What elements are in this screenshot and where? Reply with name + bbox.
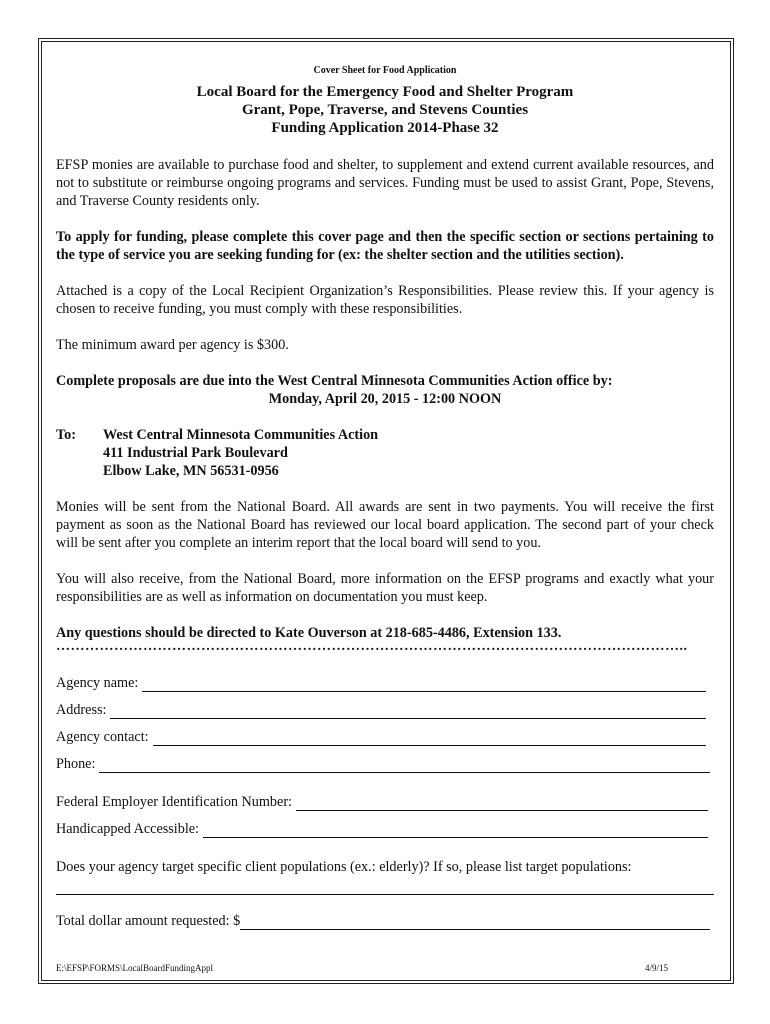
- document-page: [56, 62, 714, 930]
- address-block: [56, 426, 714, 480]
- agency-name-label: Agency name:: [56, 675, 139, 691]
- total-amount-input-line[interactable]: [240, 916, 710, 930]
- fein-input-line[interactable]: [296, 797, 708, 811]
- phone-input-line[interactable]: [99, 759, 710, 773]
- title-line-3: Funding Application 2014-Phase 32: [271, 120, 499, 136]
- title-line-1: Local Board for the Emergency Food and Shelter Program: [196, 84, 574, 100]
- handicapped-field[interactable]: [56, 820, 714, 838]
- address-line-1: West Central Minnesota Communities Action: [103, 427, 379, 443]
- address-field[interactable]: [56, 701, 714, 719]
- address-label: Address:: [56, 702, 107, 718]
- agency-contact-field[interactable]: [56, 728, 714, 746]
- paragraph-more-info: You will also receive, from the National Board, more information on the EFSP programs and exactly what your responsibilities are as well as information on documentation you must keep.: [56, 571, 714, 605]
- fein-field[interactable]: [56, 793, 714, 811]
- title-line-2: Grant, Pope, Traverse, and Stevens Counties: [241, 102, 529, 118]
- phone-field[interactable]: [56, 755, 714, 773]
- phone-label: Phone:: [56, 756, 96, 772]
- paragraph-funding-purpose: EFSP monies are available to purchase food and shelter, to supplement and extend current available resources, and not to substitute or reimburse ongoing programs and services. Funding must be used to assist Grant, Pope, Stevens, and Traverse County residents only.: [56, 157, 714, 209]
- agency-contact-label: Agency contact:: [56, 729, 149, 745]
- address-line-2: 411 Industrial Park Boulevard: [103, 445, 288, 461]
- address-line-3: Elbow Lake, MN 56531-0956: [103, 463, 279, 479]
- dotted-separator: …………………………………………………………………………………………………………………..: [56, 642, 688, 652]
- to-label: To:: [56, 427, 76, 443]
- handicapped-label: Handicapped Accessible:: [56, 821, 200, 837]
- questions-contact: Any questions should be directed to Kate Ouverson at 218-685-4486, Extension 133.: [56, 625, 562, 641]
- agency-name-input-line[interactable]: [142, 678, 706, 692]
- cover-sheet-title: Cover Sheet for Food Application: [313, 65, 457, 76]
- paragraph-apply-instructions: To apply for funding, please complete this cover page and then the specific section or sections pertaining to the type of service you are seeking funding for (ex: the shelter section and the utilities section).: [56, 229, 714, 263]
- address-input-line[interactable]: [110, 705, 706, 719]
- due-date: Monday, April 20, 2015 - 12:00 NOON: [268, 391, 502, 407]
- footer-file-path: E:\EFSP\FORMS\LocalBoardFundingAppl: [56, 963, 214, 973]
- page-footer: [56, 963, 668, 973]
- handicapped-input-line[interactable]: [203, 824, 708, 838]
- due-line: Complete proposals are due into the West Central Minnesota Communities Action office by:: [56, 373, 613, 389]
- paragraph-minimum-award: The minimum award per agency is $300.: [56, 337, 289, 353]
- footer-date: 4/9/15: [644, 963, 668, 973]
- target-populations-question: Does your agency target specific client populations (ex.: elderly)? If so, please list target populations:: [56, 859, 632, 875]
- total-amount-field[interactable]: [56, 912, 714, 930]
- fein-label: Federal Employer Identification Number:: [56, 794, 292, 810]
- agency-name-field[interactable]: [56, 674, 714, 692]
- paragraph-payments: Monies will be sent from the National Board. All awards are sent in two payments. You will receive the first payment as soon as the National Board has reviewed our local board application. The second part of your check will be sent after you complete an interim report that the local board will send to you.: [56, 499, 714, 551]
- agency-contact-input-line[interactable]: [153, 732, 706, 746]
- total-amount-label: Total dollar amount requested: $: [56, 913, 241, 929]
- paragraph-responsibilities: Attached is a copy of the Local Recipient Organization’s Responsibilities. Please review this. If your agency is chosen to receive funding, you must comply with these responsibilities.: [56, 283, 714, 317]
